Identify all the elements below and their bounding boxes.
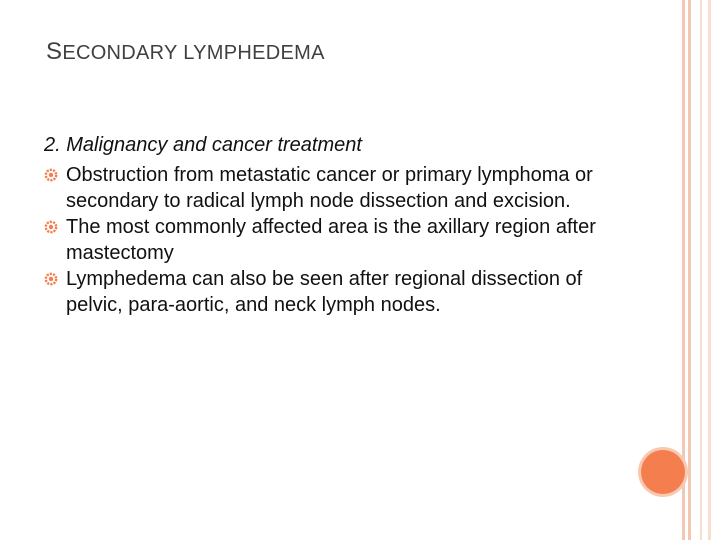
list-item [44, 266, 604, 318]
list-item [44, 214, 604, 266]
decor-circle [641, 450, 685, 494]
gear-icon [44, 220, 58, 234]
slide-title [46, 38, 325, 66]
decor-line [700, 0, 702, 540]
bullet-text: The most commonly affected area is the axillary region after mastectomy [66, 216, 596, 264]
gear-icon [44, 272, 58, 286]
subheading: 2. Malignancy and cancer treatment [44, 134, 362, 156]
bullet-text: Obstruction from metastatic cancer or primary lymphoma or secondary to radical lymph node dissection and excision. [66, 164, 593, 212]
decor-line [688, 0, 691, 540]
bullet-text: Lymphedema can also be seen after regional dissection of pelvic, para-aortic, and neck lymph nodes. [66, 268, 583, 316]
decor-line [682, 0, 685, 540]
slide-body [44, 132, 604, 318]
bullet-list [44, 162, 604, 318]
title-initial: S [46, 38, 63, 65]
side-decoration [680, 0, 720, 540]
list-item [44, 162, 604, 214]
gear-icon [44, 168, 58, 182]
title-rest: ECONDARY LYMPHEDEMA [62, 42, 325, 64]
decor-line [708, 0, 711, 540]
